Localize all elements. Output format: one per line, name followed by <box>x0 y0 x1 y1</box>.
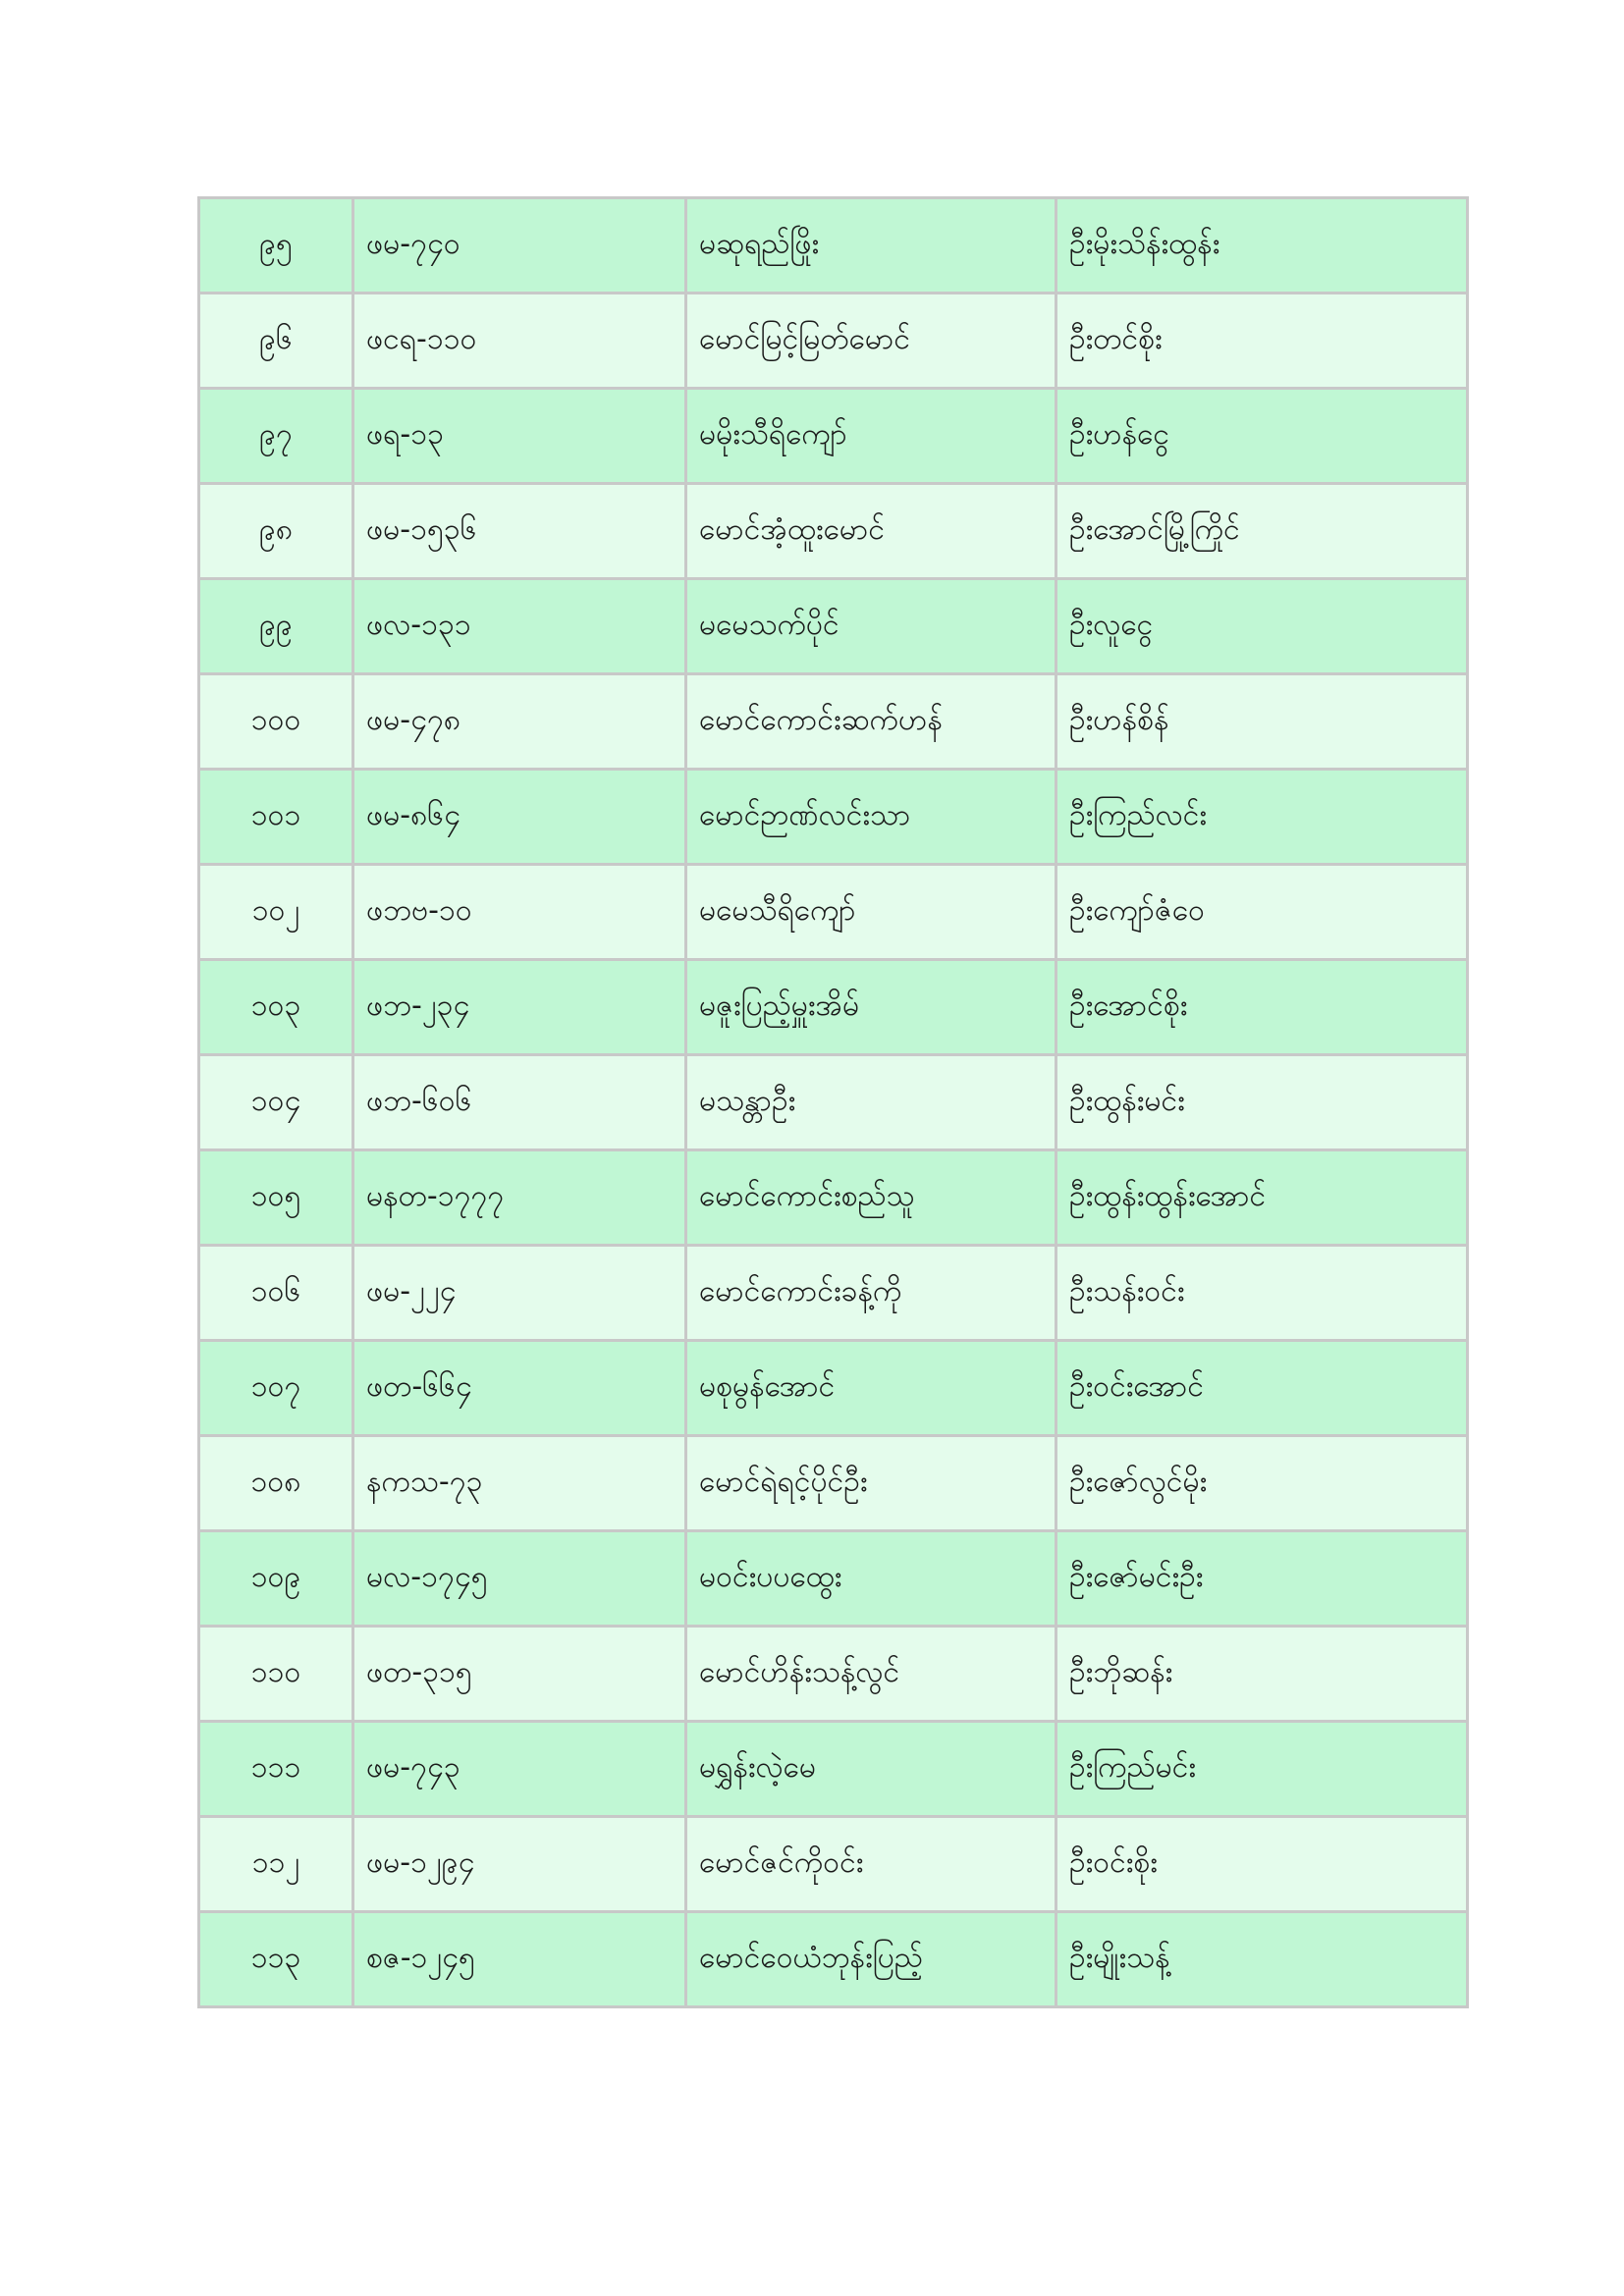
cell-roll-number: ဖမ-၇၄၀ <box>353 198 686 294</box>
cell-student-name: မသန္တာဦး <box>686 1055 1056 1150</box>
cell-student-name: မောင်ဇင်ကိုဝင်း <box>686 1817 1056 1912</box>
cell-number: ၉၉ <box>199 579 353 674</box>
cell-number: ၁၀၃ <box>199 960 353 1055</box>
cell-roll-number: ဖတ-၆၆၄ <box>353 1341 686 1436</box>
cell-father-name: ဦးဟန်ငွေ <box>1056 389 1468 484</box>
cell-student-name: မဝင်းပပထွေး <box>686 1531 1056 1627</box>
cell-father-name: ဦးမိုးသိန်းထွန်း <box>1056 198 1468 294</box>
cell-roll-number: မနတ-၁၇၇၇ <box>353 1150 686 1246</box>
cell-number: ၁၀၀ <box>199 674 353 770</box>
cell-father-name: ဦးဝင်းအောင် <box>1056 1341 1468 1436</box>
cell-student-name: မမိုးသီရိကျော် <box>686 389 1056 484</box>
table-row <box>199 1436 1468 1531</box>
table-row <box>199 865 1468 960</box>
table-row <box>199 579 1468 674</box>
cell-number: ၁၀၆ <box>199 1246 353 1341</box>
cell-number: ၉၈ <box>199 484 353 579</box>
cell-roll-number: ဖမ-၁၅၃၆ <box>353 484 686 579</box>
cell-number: ၁၀၅ <box>199 1150 353 1246</box>
cell-father-name: ဦးဇော်မင်းဦး <box>1056 1531 1468 1627</box>
cell-number: ၁၀၄ <box>199 1055 353 1150</box>
cell-student-name: မောင်ကောင်းခန့်ကို <box>686 1246 1056 1341</box>
cell-number: ၉၆ <box>199 294 353 389</box>
cell-number: ၁၀၇ <box>199 1341 353 1436</box>
table-row <box>199 198 1468 294</box>
cell-student-name: မရွှန်းလဲ့မေ <box>686 1722 1056 1817</box>
cell-number: ၁၀၁ <box>199 770 353 865</box>
cell-student-name: မောင်ဟိန်းသန့်လွင် <box>686 1627 1056 1722</box>
table-row <box>199 1817 1468 1912</box>
cell-student-name: မဆုရည်ဖြိုး <box>686 198 1056 294</box>
cell-roll-number: စဇ-၁၂၄၅ <box>353 1912 686 2007</box>
table-row <box>199 1627 1468 1722</box>
cell-roll-number: ဖလ-၁၃၁ <box>353 579 686 674</box>
results-table-body <box>199 198 1468 2007</box>
cell-roll-number: ဖရ-၁၃ <box>353 389 686 484</box>
cell-roll-number: ဖဘဗ-၁၀ <box>353 865 686 960</box>
cell-roll-number: ဖမ-၁၂၉၄ <box>353 1817 686 1912</box>
cell-student-name: မောင်ကောင်းစည်သူ <box>686 1150 1056 1246</box>
cell-student-name: မောင်ဝေယံဘုန်းပြည့် <box>686 1912 1056 2007</box>
cell-father-name: ဦးတင်စိုး <box>1056 294 1468 389</box>
cell-number: ၁၁၀ <box>199 1627 353 1722</box>
cell-number: ၉၅ <box>199 198 353 294</box>
cell-student-name: မောင်မြင့်မြတ်မောင် <box>686 294 1056 389</box>
cell-father-name: ဦးသန်းဝင်း <box>1056 1246 1468 1341</box>
cell-roll-number: ဖဘ-၆၀၆ <box>353 1055 686 1150</box>
table-row <box>199 1722 1468 1817</box>
cell-student-name: မောင်ကောင်းဆက်ဟန် <box>686 674 1056 770</box>
cell-father-name: ဦးဝင်းစိုး <box>1056 1817 1468 1912</box>
cell-father-name: ဦးဘိုဆန်း <box>1056 1627 1468 1722</box>
table-row <box>199 1055 1468 1150</box>
table-row <box>199 674 1468 770</box>
cell-number: ၁၀၉ <box>199 1531 353 1627</box>
cell-father-name: ဦးဇော်လွင်မိုး <box>1056 1436 1468 1531</box>
table-row <box>199 389 1468 484</box>
cell-student-name: မမေသီရိကျော် <box>686 865 1056 960</box>
cell-father-name: ဦးကြည်လင်း <box>1056 770 1468 865</box>
cell-roll-number: နကသ-၇၃ <box>353 1436 686 1531</box>
cell-number: ၉၇ <box>199 389 353 484</box>
cell-roll-number: ဖတ-၃၁၅ <box>353 1627 686 1722</box>
cell-father-name: ဦးထွန်းထွန်းအောင် <box>1056 1150 1468 1246</box>
cell-number: ၁၁၃ <box>199 1912 353 2007</box>
cell-father-name: ဦးမျိုးသန့် <box>1056 1912 1468 2007</box>
table-row <box>199 1912 1468 2007</box>
cell-roll-number: ဖဘ-၂၃၄ <box>353 960 686 1055</box>
cell-father-name: ဦးအောင်မြို့ကြိုင် <box>1056 484 1468 579</box>
cell-father-name: ဦးကြည်မင်း <box>1056 1722 1468 1817</box>
table-row <box>199 960 1468 1055</box>
table-row <box>199 1246 1468 1341</box>
cell-student-name: မဇူးပြည့်မှူးအိမ် <box>686 960 1056 1055</box>
cell-father-name: ဦးဟန်စိန် <box>1056 674 1468 770</box>
cell-roll-number: မလ-၁၇၄၅ <box>353 1531 686 1627</box>
cell-roll-number: ဖငရ-၁၁၀ <box>353 294 686 389</box>
cell-father-name: ဦးအောင်စိုး <box>1056 960 1468 1055</box>
cell-father-name: ဦးကျော်ဇံဝေ <box>1056 865 1468 960</box>
cell-number: ၁၀၈ <box>199 1436 353 1531</box>
table-row <box>199 484 1468 579</box>
cell-roll-number: ဖမ-၇၄၃ <box>353 1722 686 1817</box>
cell-roll-number: ဖမ-၈၆၄ <box>353 770 686 865</box>
table-row <box>199 1341 1468 1436</box>
cell-student-name: မောင်အံ့ထူးမောင် <box>686 484 1056 579</box>
cell-roll-number: ဖမ-၂၂၄ <box>353 1246 686 1341</box>
cell-student-name: မောင်ဉာဏ်လင်းသာ <box>686 770 1056 865</box>
cell-number: ၁၀၂ <box>199 865 353 960</box>
cell-father-name: ဦးထွန်းမင်း <box>1056 1055 1468 1150</box>
results-table <box>197 196 1469 2008</box>
cell-number: ၁၁၂ <box>199 1817 353 1912</box>
table-row <box>199 1150 1468 1246</box>
cell-father-name: ဦးလူငွေ <box>1056 579 1468 674</box>
table-row <box>199 770 1468 865</box>
cell-number: ၁၁၁ <box>199 1722 353 1817</box>
cell-student-name: မောင်ရဲရင့်ပိုင်ဦး <box>686 1436 1056 1531</box>
cell-roll-number: ဖမ-၄၇၈ <box>353 674 686 770</box>
table-row <box>199 294 1468 389</box>
cell-student-name: မမေသက်ပိုင် <box>686 579 1056 674</box>
cell-student-name: မစုမွန်အောင် <box>686 1341 1056 1436</box>
table-row <box>199 1531 1468 1627</box>
